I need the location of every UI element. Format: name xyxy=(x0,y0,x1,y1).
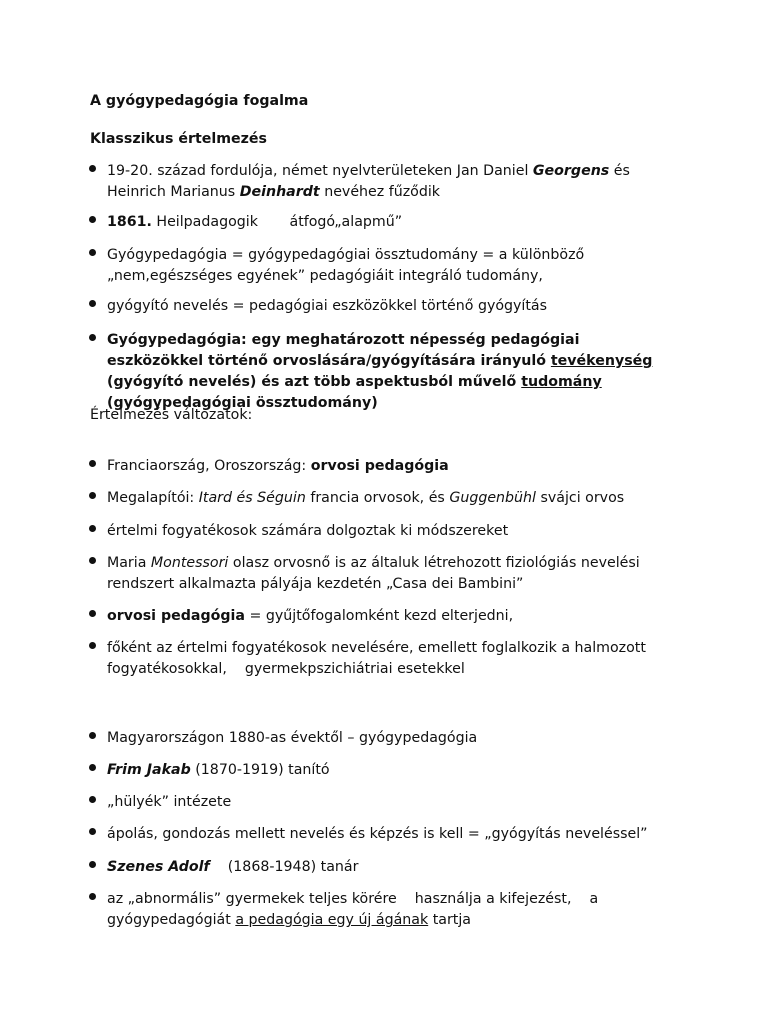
document-title: A gyógypedagógia fogalma xyxy=(90,93,309,109)
bullet-icon xyxy=(89,828,96,835)
bullet-icon xyxy=(89,610,96,617)
section-heading: Klasszikus értelmezés xyxy=(90,131,267,147)
list-item: Frim Jakab (1870-1919) tanító xyxy=(107,760,667,781)
list-item: orvosi pedagógia = gyűjtőfogalomként kezd elterjedni, xyxy=(107,606,667,627)
bullet-icon xyxy=(89,300,96,307)
list-item: „hülyék” intézete xyxy=(107,792,667,813)
list-item: főként az értelmi fogyatékosok nevelésére, emellett foglalkozik a halmozott fogyatékosokkal, gyermekpszichiátriai esetekkel xyxy=(107,638,667,680)
bullet-icon xyxy=(89,796,96,803)
bullet-icon xyxy=(89,334,96,341)
bullet-icon xyxy=(89,557,96,564)
bullet-icon xyxy=(89,732,96,739)
name-georgens: Georgens xyxy=(532,163,610,179)
list-item: értelmi fogyatékosok számára dolgoztak ki módszereket xyxy=(107,521,667,542)
list-item: Gyógypedagógia: egy meghatározott népesség pedagógiai eszközökkel történő orvoslására/gyógyítására irányuló tevékenység (gyógyító nevelés) és azt több aspektusból művelő tudomány (gyógypedagógiai össztudomány) xyxy=(107,330,672,414)
bullet-icon xyxy=(89,216,96,223)
list-item: 19-20. század fordulója, német nyelvterületeken Jan Daniel Georgens és Heinrich Marianus Deinhardt nevéhez fűződik xyxy=(107,161,667,203)
bullet-icon xyxy=(89,460,96,467)
list-item: az „abnormális” gyermekek teljes körére használja a kifejezést, a gyógypedagógiát a pedagógia egy új ágának tartja xyxy=(107,889,667,931)
list-item: Franciaország, Oroszország: orvosi pedagógia xyxy=(107,456,667,477)
bullet-icon xyxy=(89,165,96,172)
bullet-icon xyxy=(89,492,96,499)
list-item: Gyógypedagógia = gyógypedagógiai össztudomány = a különböző „nem,egészséges egyének” pedagógiáit integráló tudomány, xyxy=(107,245,667,287)
bullet-icon xyxy=(89,525,96,532)
bullet-icon xyxy=(89,893,96,900)
bullet-icon xyxy=(89,249,96,256)
list-item: ápolás, gondozás mellett nevelés és képzés is kell = „gyógyítás neveléssel” xyxy=(107,824,667,845)
bullet-icon xyxy=(89,764,96,771)
list-item: 1861. Heilpadagogik átfogó„alapmű” xyxy=(107,212,667,233)
bullet-icon xyxy=(89,861,96,868)
variants-label: Értelmezés változatok: xyxy=(90,407,253,423)
bullet-icon xyxy=(89,642,96,649)
list-item: Szenes Adolf (1868-1948) tanár xyxy=(107,857,667,878)
list-item: Maria Montessori olasz orvosnő is az általuk létrehozott fiziológiás nevelési rendszert alkalmazta pályája kezdetén „Casa dei Bambini” xyxy=(107,553,667,595)
list-item: gyógyító nevelés = pedagógiai eszközökkel történő gyógyítás xyxy=(107,296,667,317)
list-item: Megalapítói: Itard és Séguin francia orvosok, és Guggenbühl svájci orvos xyxy=(107,488,667,509)
list-item: Magyarországon 1880-as évektől – gyógypedagógia xyxy=(107,728,667,749)
name-deinhardt: Deinhardt xyxy=(239,184,320,200)
